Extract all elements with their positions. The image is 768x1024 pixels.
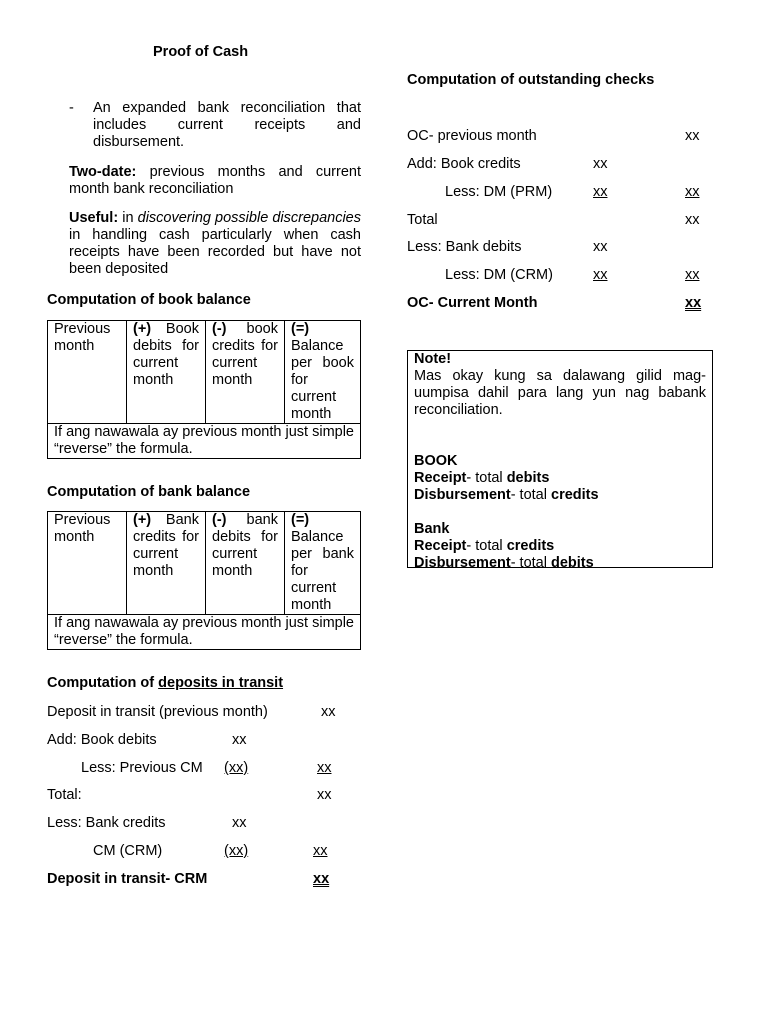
note-text: Mas okay kung sa dalawang gilid mag-uumpisa dahil para lang yun nag babank reconciliation.	[414, 368, 706, 418]
dit-row-value: xx	[321, 704, 336, 720]
oc-row-label: Less: Bank debits	[407, 239, 522, 255]
dit-row-label: CM (CRM)	[93, 843, 163, 859]
oc-row-value: xx	[593, 184, 608, 200]
dit-row-label: Less: Previous CM	[81, 760, 203, 776]
oc-row-value: xx	[593, 239, 608, 255]
note-book-disbursement: Disbursement- total credits	[414, 487, 599, 503]
book-col-credits: (-) book credits for current month	[206, 321, 285, 424]
dit-row-value: xx	[317, 787, 332, 803]
useful-pre: in	[118, 210, 138, 226]
oc-row-label: Total	[407, 212, 438, 228]
useful-paragraph	[69, 210, 361, 278]
dit-heading: Computation of deposits in transit	[47, 675, 284, 691]
dit-row-label: Less: Bank credits	[47, 815, 166, 831]
oc-heading: Computation of outstanding checks	[407, 72, 655, 88]
oc-total-label: OC- Current Month	[407, 295, 538, 311]
book-col-debits: (+) Book debits for current month	[127, 321, 206, 424]
bank-col-debits: (-) bank debits for current month	[206, 512, 285, 615]
bank-balance-table	[47, 511, 361, 650]
two-date-label: Two-date:	[69, 164, 137, 180]
note-book-receipt: Receipt- total debits	[414, 470, 550, 486]
oc-row-label: Add: Book credits	[407, 156, 521, 172]
note-bank-disbursement: Disbursement- total debits	[414, 555, 594, 571]
bank-balance-heading: Computation of bank balance	[47, 484, 251, 500]
dit-row-value: (xx)	[224, 760, 249, 776]
dit-total-label: Deposit in transit- CRM	[47, 871, 208, 887]
note-bank-receipt: Receipt- total credits	[414, 538, 555, 554]
dit-row-value: (xx)	[224, 843, 249, 859]
page-title: Proof of Cash	[153, 44, 249, 60]
useful-label: Useful:	[69, 210, 119, 226]
bullet-text: An expanded bank reconciliation that includes current receipts and disbursement.	[93, 100, 361, 150]
bank-col-balance: (=) Balance per bank for current month	[285, 512, 361, 615]
two-date-paragraph	[69, 164, 361, 198]
dit-row-value: xx	[232, 732, 247, 748]
note-box	[407, 350, 713, 571]
dit-total-value: xx	[313, 871, 330, 887]
oc-row-value: xx	[593, 156, 608, 172]
oc-total-value: xx	[685, 295, 702, 311]
book-col-balance: (=) Balance per book for current month	[285, 321, 361, 424]
useful-italic: discovering possible discrepancies	[137, 210, 361, 226]
note-bank-title: Bank	[414, 521, 450, 537]
book-balance-table	[47, 320, 361, 459]
dit-row-value: xx	[232, 815, 247, 831]
oc-row-value: xx	[685, 212, 700, 228]
two-date-text: previous months and current month bank reconciliation	[69, 164, 361, 197]
oc-row-label: Less: DM (CRM)	[445, 267, 553, 283]
book-col-previous: Previous month	[48, 321, 127, 424]
dit-row-value: xx	[317, 760, 332, 776]
oc-row-value: xx	[685, 128, 700, 144]
bank-table-note: If ang nawawala ay previous month just simple “reverse” the formula.	[48, 615, 361, 650]
book-table-note: If ang nawawala ay previous month just simple “reverse” the formula.	[48, 424, 361, 459]
dit-row-label: Total:	[47, 787, 82, 803]
book-balance-heading: Computation of book balance	[47, 292, 251, 308]
oc-row-label: OC- previous month	[407, 128, 537, 144]
oc-row-value: xx	[685, 184, 700, 200]
dit-row-label: Add: Book debits	[47, 732, 157, 748]
dit-heading-underlined: deposits in transit	[158, 675, 284, 691]
bank-col-credits: (+) Bank credits for current month	[127, 512, 206, 615]
bullet-dash: -	[69, 100, 74, 116]
note-book-title: BOOK	[414, 453, 458, 469]
note-title: Note!	[414, 351, 452, 367]
bank-col-previous: Previous month	[48, 512, 127, 615]
dit-row-label: Deposit in transit (previous month)	[47, 704, 268, 720]
dit-row-value: xx	[313, 843, 328, 859]
useful-post: in handling cash particularly when cash receipts have been recorded but have not been deposited	[69, 227, 361, 277]
oc-row-value: xx	[593, 267, 608, 283]
oc-row-value: xx	[685, 267, 700, 283]
oc-row-label: Less: DM (PRM)	[445, 184, 553, 200]
